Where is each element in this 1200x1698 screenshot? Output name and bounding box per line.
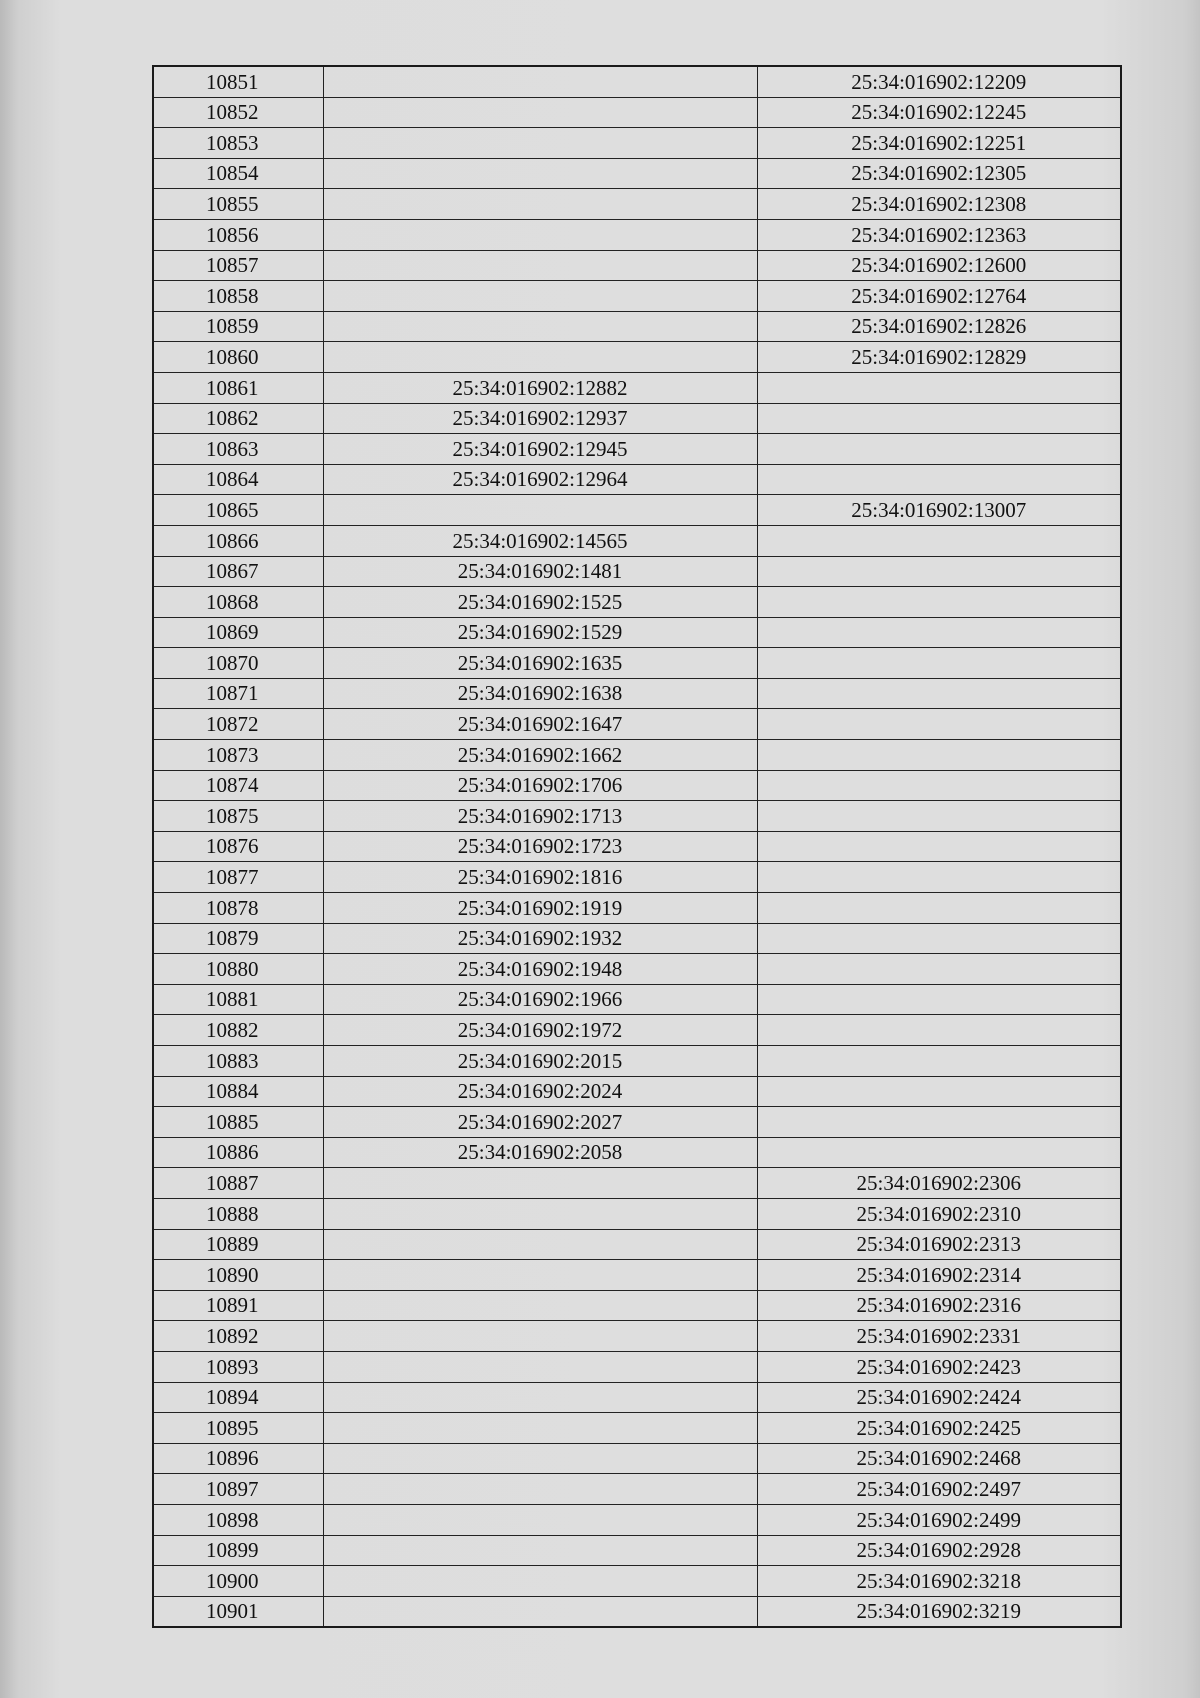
row-number-cell: 10870 [153, 648, 323, 679]
cadastral-number-cell-b [757, 648, 1121, 679]
row-number-cell: 10876 [153, 831, 323, 862]
table-row [153, 1443, 1121, 1474]
table-row [153, 1290, 1121, 1321]
row-number-cell: 10861 [153, 372, 323, 403]
table-row [153, 128, 1121, 159]
table-row [153, 189, 1121, 220]
cadastral-number-cell-a: 25:34:016902:1525 [323, 587, 757, 618]
cadastral-number-cell-b: 25:34:016902:2310 [757, 1198, 1121, 1229]
cadastral-number-cell-a: 25:34:016902:1723 [323, 831, 757, 862]
cadastral-number-cell-a [323, 1290, 757, 1321]
row-number-cell: 10886 [153, 1137, 323, 1168]
cadastral-number-cell-b: 25:34:016902:2928 [757, 1535, 1121, 1566]
table-row [153, 342, 1121, 373]
cadastral-number-cell-a: 25:34:016902:2027 [323, 1107, 757, 1138]
table-row [153, 1321, 1121, 1352]
cadastral-number-cell-a [323, 1504, 757, 1535]
cadastral-number-cell-b: 25:34:016902:3219 [757, 1596, 1121, 1627]
table-row [153, 740, 1121, 771]
cadastral-number-cell-b: 25:34:016902:2306 [757, 1168, 1121, 1199]
table-row [153, 1137, 1121, 1168]
row-number-cell: 10880 [153, 954, 323, 985]
row-number-cell: 10851 [153, 66, 323, 97]
table-row [153, 893, 1121, 924]
cadastral-number-cell-b: 25:34:016902:2425 [757, 1413, 1121, 1444]
cadastral-number-cell-a: 25:34:016902:1638 [323, 678, 757, 709]
cadastral-number-cell-b: 25:34:016902:12308 [757, 189, 1121, 220]
table-row [153, 1382, 1121, 1413]
cadastral-number-cell-a [323, 1260, 757, 1291]
row-number-cell: 10888 [153, 1198, 323, 1229]
cadastral-number-cell-a: 25:34:016902:1948 [323, 954, 757, 985]
row-number-cell: 10875 [153, 801, 323, 832]
table-row [153, 1351, 1121, 1382]
cadastral-number-cell-b [757, 403, 1121, 434]
table-row [153, 984, 1121, 1015]
cadastral-number-cell-b [757, 709, 1121, 740]
cadastral-number-cell-b [757, 1046, 1121, 1077]
row-number-cell: 10871 [153, 678, 323, 709]
cadastral-number-cell-a [323, 219, 757, 250]
cadastral-number-cell-a: 25:34:016902:1966 [323, 984, 757, 1015]
cadastral-number-cell-b: 25:34:016902:3218 [757, 1566, 1121, 1597]
cadastral-number-cell-a [323, 1413, 757, 1444]
table-row [153, 1015, 1121, 1046]
cadastral-number-cell-a: 25:34:016902:1706 [323, 770, 757, 801]
row-number-cell: 10859 [153, 311, 323, 342]
cadastral-number-cell-a: 25:34:016902:1816 [323, 862, 757, 893]
cadastral-number-cell-a: 25:34:016902:1713 [323, 801, 757, 832]
table-row [153, 372, 1121, 403]
cadastral-number-cell-b: 25:34:016902:12600 [757, 250, 1121, 281]
cadastral-number-cell-a [323, 495, 757, 526]
cadastral-number-cell-b [757, 525, 1121, 556]
cadastral-number-cell-a: 25:34:016902:1662 [323, 740, 757, 771]
table-row [153, 281, 1121, 312]
cadastral-number-cell-b [757, 954, 1121, 985]
cadastral-number-cell-a: 25:34:016902:12964 [323, 464, 757, 495]
cadastral-number-cell-b: 25:34:016902:12829 [757, 342, 1121, 373]
cadastral-number-cell-a [323, 1198, 757, 1229]
row-number-cell: 10884 [153, 1076, 323, 1107]
row-number-cell: 10868 [153, 587, 323, 618]
row-number-cell: 10883 [153, 1046, 323, 1077]
cadastral-number-cell-b: 25:34:016902:2468 [757, 1443, 1121, 1474]
cadastral-number-cell-a [323, 1168, 757, 1199]
table-row [153, 1168, 1121, 1199]
row-number-cell: 10854 [153, 158, 323, 189]
table-row [153, 954, 1121, 985]
table-row [153, 525, 1121, 556]
table-row [153, 434, 1121, 465]
table-row [153, 1413, 1121, 1444]
table-row [153, 678, 1121, 709]
row-number-cell: 10879 [153, 923, 323, 954]
row-number-cell: 10889 [153, 1229, 323, 1260]
cadastral-number-cell-b: 25:34:016902:12209 [757, 66, 1121, 97]
table-row [153, 1566, 1121, 1597]
row-number-cell: 10890 [153, 1260, 323, 1291]
table-row [153, 923, 1121, 954]
table-row [153, 709, 1121, 740]
cadastral-number-cell-a: 25:34:016902:1972 [323, 1015, 757, 1046]
row-number-cell: 10863 [153, 434, 323, 465]
row-number-cell: 10897 [153, 1474, 323, 1505]
cadastral-number-cell-b [757, 464, 1121, 495]
cadastral-number-cell-b [757, 1107, 1121, 1138]
row-number-cell: 10895 [153, 1413, 323, 1444]
cadastral-number-cell-b [757, 678, 1121, 709]
cadastral-number-cell-b: 25:34:016902:2316 [757, 1290, 1121, 1321]
cadastral-number-cell-b [757, 831, 1121, 862]
cadastral-number-cell-b: 25:34:016902:2313 [757, 1229, 1121, 1260]
row-number-cell: 10881 [153, 984, 323, 1015]
table-row [153, 1504, 1121, 1535]
row-number-cell: 10852 [153, 97, 323, 128]
row-number-cell: 10896 [153, 1443, 323, 1474]
cadastral-number-cell-a [323, 1443, 757, 1474]
cadastral-number-cell-b: 25:34:016902:13007 [757, 495, 1121, 526]
cadastral-number-cell-b: 25:34:016902:2331 [757, 1321, 1121, 1352]
cadastral-number-cell-b [757, 893, 1121, 924]
table-row [153, 311, 1121, 342]
cadastral-number-cell-b [757, 923, 1121, 954]
cadastral-number-cell-b: 25:34:016902:2423 [757, 1351, 1121, 1382]
table-row [153, 556, 1121, 587]
cadastral-number-cell-a [323, 1229, 757, 1260]
row-number-cell: 10860 [153, 342, 323, 373]
cadastral-number-cell-a: 25:34:016902:1635 [323, 648, 757, 679]
cadastral-number-cell-a: 25:34:016902:2058 [323, 1137, 757, 1168]
cadastral-number-cell-a: 25:34:016902:2015 [323, 1046, 757, 1077]
table-row [153, 403, 1121, 434]
cadastral-table [152, 65, 1122, 1628]
row-number-cell: 10893 [153, 1351, 323, 1382]
cadastral-number-cell-a [323, 189, 757, 220]
cadastral-number-cell-b [757, 1015, 1121, 1046]
cadastral-number-cell-a [323, 128, 757, 159]
table-row [153, 97, 1121, 128]
cadastral-number-cell-b [757, 1076, 1121, 1107]
table-row [153, 1535, 1121, 1566]
cadastral-number-cell-a [323, 250, 757, 281]
row-number-cell: 10898 [153, 1504, 323, 1535]
cadastral-number-cell-b: 25:34:016902:2424 [757, 1382, 1121, 1413]
row-number-cell: 10891 [153, 1290, 323, 1321]
table-row [153, 831, 1121, 862]
row-number-cell: 10887 [153, 1168, 323, 1199]
cadastral-number-cell-a [323, 66, 757, 97]
table-row [153, 1046, 1121, 1077]
row-number-cell: 10858 [153, 281, 323, 312]
cadastral-number-cell-b [757, 862, 1121, 893]
table-row [153, 1260, 1121, 1291]
row-number-cell: 10900 [153, 1566, 323, 1597]
cadastral-number-cell-b: 25:34:016902:12245 [757, 97, 1121, 128]
cadastral-number-cell-b [757, 770, 1121, 801]
row-number-cell: 10856 [153, 219, 323, 250]
cadastral-number-cell-a: 25:34:016902:2024 [323, 1076, 757, 1107]
table-row [153, 1198, 1121, 1229]
cadastral-number-cell-b [757, 740, 1121, 771]
row-number-cell: 10872 [153, 709, 323, 740]
cadastral-number-cell-a: 25:34:016902:1481 [323, 556, 757, 587]
cadastral-number-cell-a [323, 281, 757, 312]
cadastral-number-cell-a [323, 97, 757, 128]
cadastral-number-cell-b: 25:34:016902:2497 [757, 1474, 1121, 1505]
cadastral-number-cell-a: 25:34:016902:1919 [323, 893, 757, 924]
table-row [153, 1076, 1121, 1107]
cadastral-number-cell-a: 25:34:016902:1932 [323, 923, 757, 954]
table-row [153, 1107, 1121, 1138]
row-number-cell: 10857 [153, 250, 323, 281]
row-number-cell: 10869 [153, 617, 323, 648]
table-row [153, 1474, 1121, 1505]
cadastral-number-cell-a: 25:34:016902:12937 [323, 403, 757, 434]
row-number-cell: 10878 [153, 893, 323, 924]
row-number-cell: 10865 [153, 495, 323, 526]
cadastral-number-cell-a [323, 1474, 757, 1505]
row-number-cell: 10853 [153, 128, 323, 159]
row-number-cell: 10901 [153, 1596, 323, 1627]
table-row [153, 648, 1121, 679]
cadastral-number-cell-a: 25:34:016902:12945 [323, 434, 757, 465]
row-number-cell: 10894 [153, 1382, 323, 1413]
cadastral-number-cell-b: 25:34:016902:12363 [757, 219, 1121, 250]
table-row [153, 495, 1121, 526]
table-row [153, 770, 1121, 801]
table-row [153, 158, 1121, 189]
table-row [153, 801, 1121, 832]
cadastral-number-cell-a: 25:34:016902:14565 [323, 525, 757, 556]
row-number-cell: 10899 [153, 1535, 323, 1566]
table-row [153, 66, 1121, 97]
row-number-cell: 10866 [153, 525, 323, 556]
cadastral-number-cell-b: 25:34:016902:12826 [757, 311, 1121, 342]
table-row [153, 1596, 1121, 1627]
cadastral-number-cell-b [757, 1137, 1121, 1168]
cadastral-number-cell-b: 25:34:016902:2314 [757, 1260, 1121, 1291]
row-number-cell: 10874 [153, 770, 323, 801]
cadastral-number-cell-a [323, 1351, 757, 1382]
table-row [153, 617, 1121, 648]
table-row [153, 219, 1121, 250]
table-row [153, 862, 1121, 893]
cadastral-number-cell-b [757, 556, 1121, 587]
cadastral-number-cell-a: 25:34:016902:12882 [323, 372, 757, 403]
row-number-cell: 10892 [153, 1321, 323, 1352]
row-number-cell: 10873 [153, 740, 323, 771]
table-row [153, 1229, 1121, 1260]
cadastral-number-cell-a [323, 1535, 757, 1566]
row-number-cell: 10864 [153, 464, 323, 495]
cadastral-number-cell-b: 25:34:016902:2499 [757, 1504, 1121, 1535]
cadastral-number-cell-b [757, 984, 1121, 1015]
cadastral-number-cell-a [323, 1321, 757, 1352]
cadastral-number-cell-a [323, 1566, 757, 1597]
table-row [153, 250, 1121, 281]
row-number-cell: 10862 [153, 403, 323, 434]
row-number-cell: 10882 [153, 1015, 323, 1046]
cadastral-number-cell-b [757, 617, 1121, 648]
row-number-cell: 10885 [153, 1107, 323, 1138]
cadastral-number-cell-b [757, 372, 1121, 403]
cadastral-number-cell-b: 25:34:016902:12305 [757, 158, 1121, 189]
cadastral-number-cell-a [323, 158, 757, 189]
cadastral-number-cell-b [757, 434, 1121, 465]
table-body [153, 66, 1121, 1627]
cadastral-number-cell-a [323, 1596, 757, 1627]
cadastral-number-cell-b: 25:34:016902:12251 [757, 128, 1121, 159]
cadastral-number-cell-a [323, 311, 757, 342]
cadastral-number-cell-a: 25:34:016902:1647 [323, 709, 757, 740]
cadastral-number-cell-b [757, 587, 1121, 618]
table-row [153, 587, 1121, 618]
row-number-cell: 10855 [153, 189, 323, 220]
cadastral-number-cell-a [323, 1382, 757, 1413]
cadastral-number-cell-a: 25:34:016902:1529 [323, 617, 757, 648]
cadastral-number-cell-a [323, 342, 757, 373]
cadastral-number-cell-b: 25:34:016902:12764 [757, 281, 1121, 312]
cadastral-number-cell-b [757, 801, 1121, 832]
row-number-cell: 10877 [153, 862, 323, 893]
table-row [153, 464, 1121, 495]
row-number-cell: 10867 [153, 556, 323, 587]
